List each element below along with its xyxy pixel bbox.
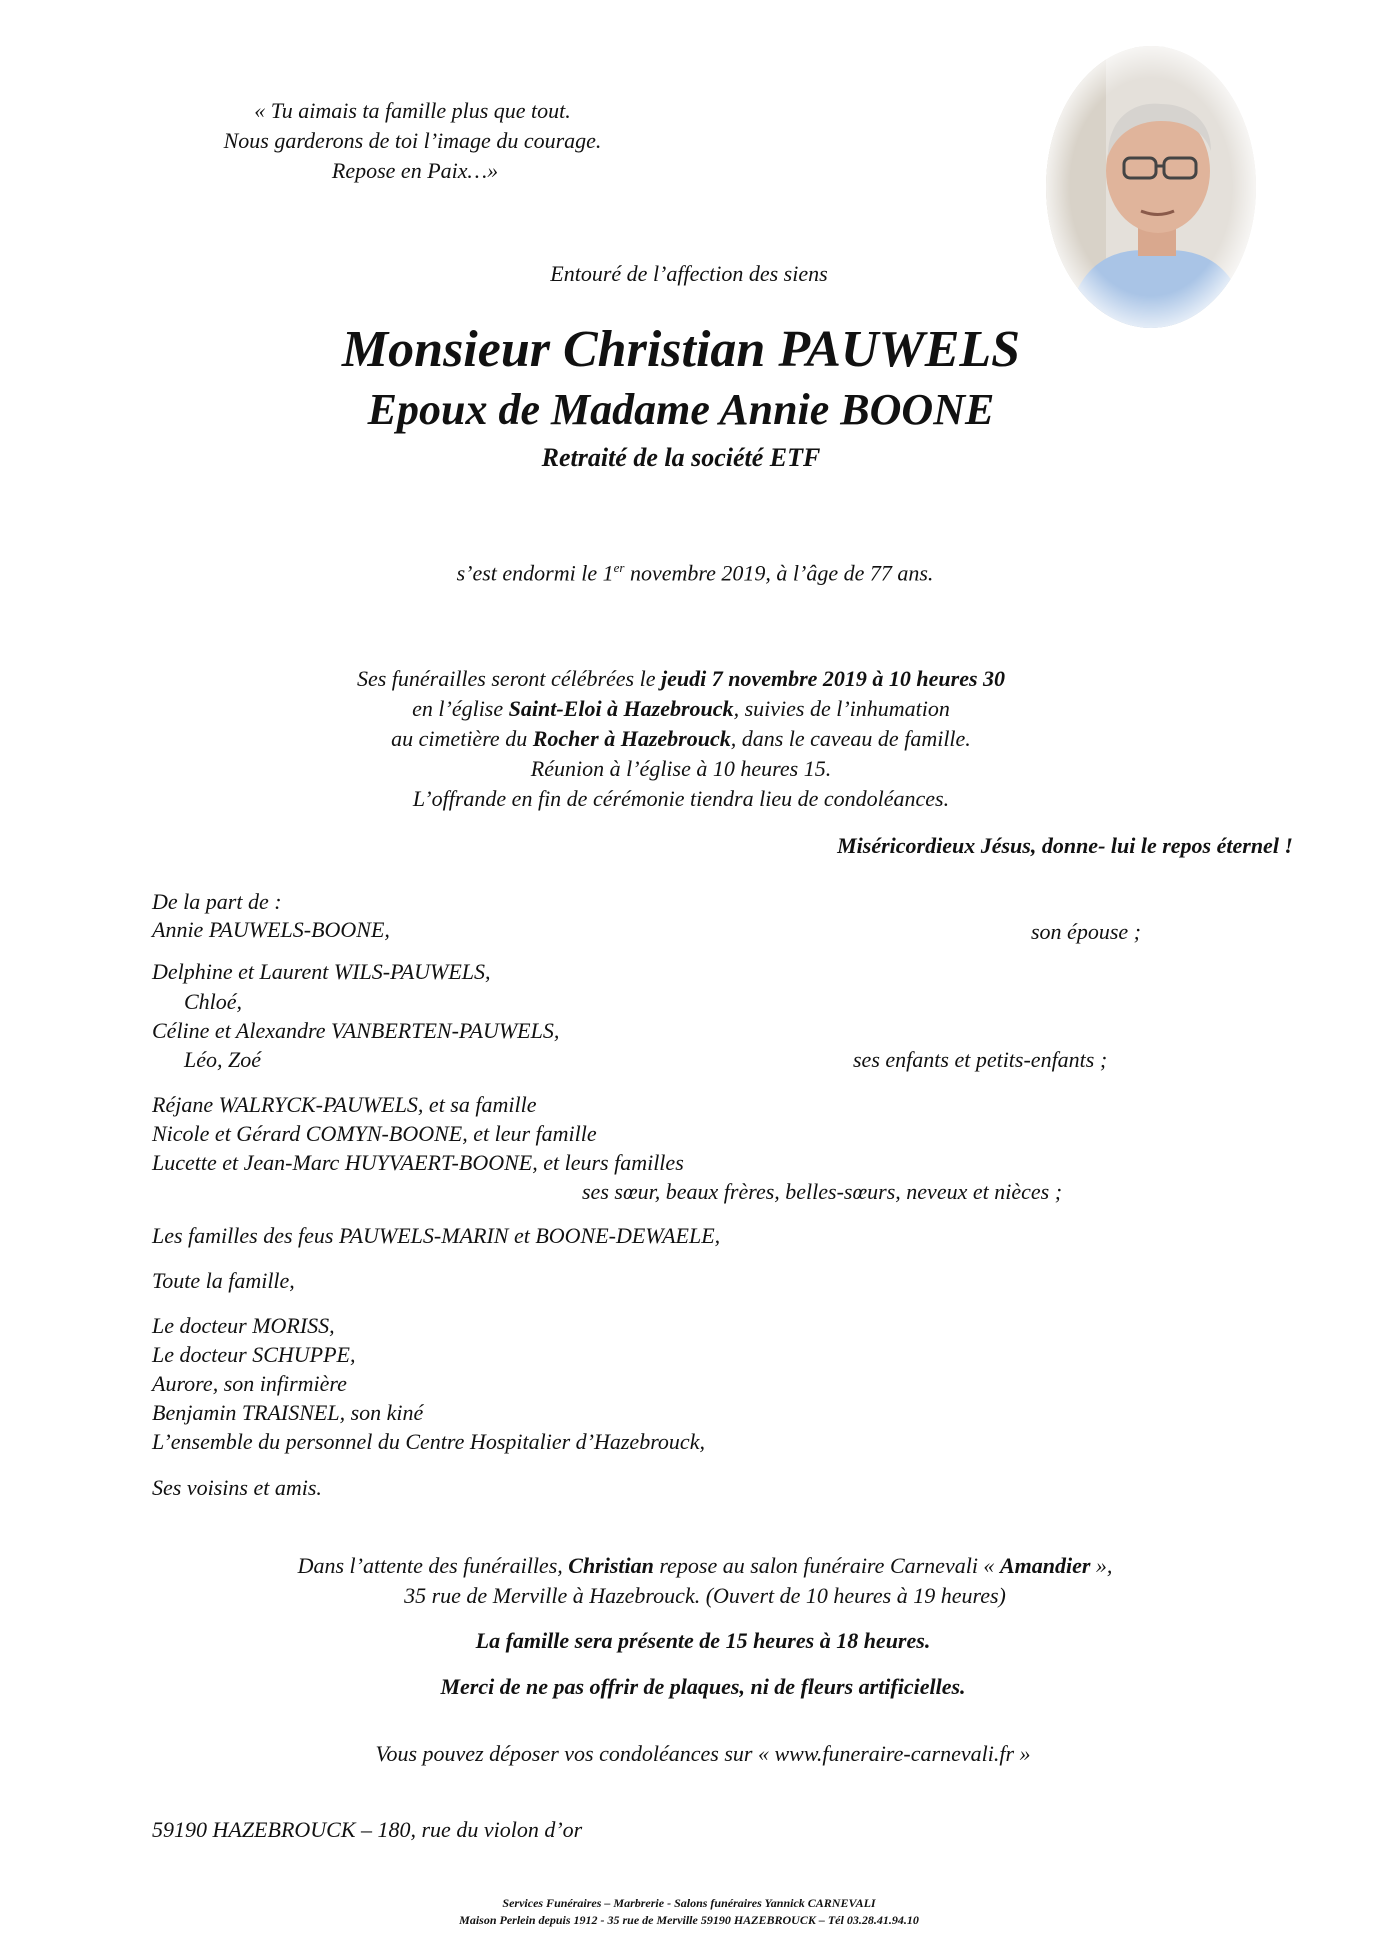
- footer-line: Services Funéraires – Marbrerie - Salons funéraires Yannick CARNEVALI: [502, 1896, 876, 1910]
- salon-name: Amandier: [999, 1553, 1091, 1578]
- flowers-notice: Merci de ne pas offrir de plaques, ni de fleurs artificielles.: [440, 1674, 966, 1699]
- first-name: Christian: [568, 1553, 654, 1578]
- family-member: L’ensemble du personnel du Centre Hospitalier d’Hazebrouck,: [152, 1429, 705, 1454]
- funeral-line: L’offrande en fin de cérémonie tiendra lieu de condoléances.: [412, 786, 950, 811]
- funeral-line: [0, 724, 1362, 754]
- intro-text: Entouré de l’affection des siens: [550, 261, 828, 286]
- family-member: Léo, Zoé: [184, 1047, 261, 1072]
- text: Ses funérailles seront célébrées le: [356, 666, 661, 691]
- condolences-notice: Vous pouvez déposer vos condoléances sur « www.funeraire-carnevali.fr »: [375, 1741, 1031, 1766]
- family-member: Ses voisins et amis.: [152, 1475, 322, 1500]
- ordinal-suffix: er: [613, 560, 625, 575]
- death-text-end: novembre 2019, à l’âge de 77 ans.: [624, 560, 934, 586]
- family-member: Benjamin TRAISNEL, son kiné: [152, 1400, 424, 1425]
- from-label: De la part de :: [152, 889, 282, 914]
- quote-line: Repose en Paix…»: [331, 158, 499, 183]
- relation-label: son épouse ;: [1031, 919, 1141, 944]
- funeral-line: [0, 664, 1362, 694]
- family-member: Annie PAUWELS-BOONE,: [152, 917, 390, 942]
- relation-label: ses enfants et petits-enfants ;: [853, 1047, 1108, 1072]
- home-address: 59190 HAZEBROUCK – 180, rue du violon d’or: [152, 1817, 583, 1842]
- funeral-line: [0, 694, 1362, 724]
- funeral-date: jeudi 7 novembre 2019 à 10 heures 30: [660, 666, 1006, 691]
- church-name: Saint-Eloi à Hazebrouck: [508, 696, 734, 721]
- text: »,: [1090, 1553, 1113, 1578]
- family-member: Aurore, son infirmière: [152, 1371, 347, 1396]
- family-member: Lucette et Jean-Marc HUYVAERT-BOONE, et leurs familles: [152, 1150, 684, 1175]
- quote-line: Nous garderons de toi l’image du courage.: [223, 128, 602, 153]
- text: Dans l’attente des funérailles,: [297, 1553, 569, 1578]
- death-text-start: s’est endormi le 1: [456, 560, 614, 586]
- family-member: Nicole et Gérard COMYN-BOONE, et leur famille: [152, 1121, 597, 1146]
- family-member: Le docteur SCHUPPE,: [152, 1342, 356, 1367]
- prayer-line: Miséricordieux Jésus, donne- lui le repos éternel !: [837, 833, 1293, 858]
- quote-line: « Tu aimais ta famille plus que tout.: [254, 98, 571, 123]
- presence-notice: La famille sera présente de 15 heures à 18 heures.: [475, 1628, 931, 1653]
- family-member: Le docteur MORISS,: [152, 1313, 335, 1338]
- spouse-line: Epoux de Madame Annie BOONE: [367, 385, 995, 434]
- funeral-line: Réunion à l’église à 10 heures 15.: [530, 756, 832, 781]
- funeral-details: [0, 664, 1362, 814]
- relation-label: ses sœur, beaux frères, belles-sœurs, neveux et nièces ;: [582, 1179, 1063, 1204]
- opening-quote: [130, 96, 695, 186]
- family-member: Céline et Alexandre VANBERTEN-PAUWELS,: [152, 1018, 560, 1043]
- text: , suivies de l’inhumation: [733, 696, 950, 721]
- salon-line: [0, 1552, 1378, 1580]
- text: repose au salon funéraire Carnevali «: [653, 1553, 1000, 1578]
- occupation-line: Retraité de la société ETF: [541, 443, 821, 472]
- family-member: Réjane WALRYCK-PAUWELS, et sa famille: [152, 1092, 537, 1117]
- family-member: Chloé,: [184, 989, 243, 1014]
- text: en l’église: [412, 696, 509, 721]
- salon-address: 35 rue de Merville à Hazebrouck. (Ouvert de 10 heures à 19 heures): [404, 1583, 1006, 1608]
- footer-line: Maison Perlein depuis 1912 - 35 rue de Merville 59190 HAZEBROUCK – Tél 03.28.41.94.10: [459, 1913, 919, 1927]
- family-member: Toute la famille,: [152, 1268, 295, 1293]
- text: au cimetière du: [391, 726, 533, 751]
- family-member: Delphine et Laurent WILS-PAUWELS,: [152, 959, 491, 984]
- family-member: Les familles des feus PAUWELS-MARIN et BOONE-DEWAELE,: [152, 1223, 721, 1248]
- text: , dans le caveau de famille.: [730, 726, 971, 751]
- death-notice: [0, 560, 1378, 586]
- cemetery-name: Rocher à Hazebrouck: [532, 726, 731, 751]
- deceased-name: Monsieur Christian PAUWELS: [341, 321, 1021, 378]
